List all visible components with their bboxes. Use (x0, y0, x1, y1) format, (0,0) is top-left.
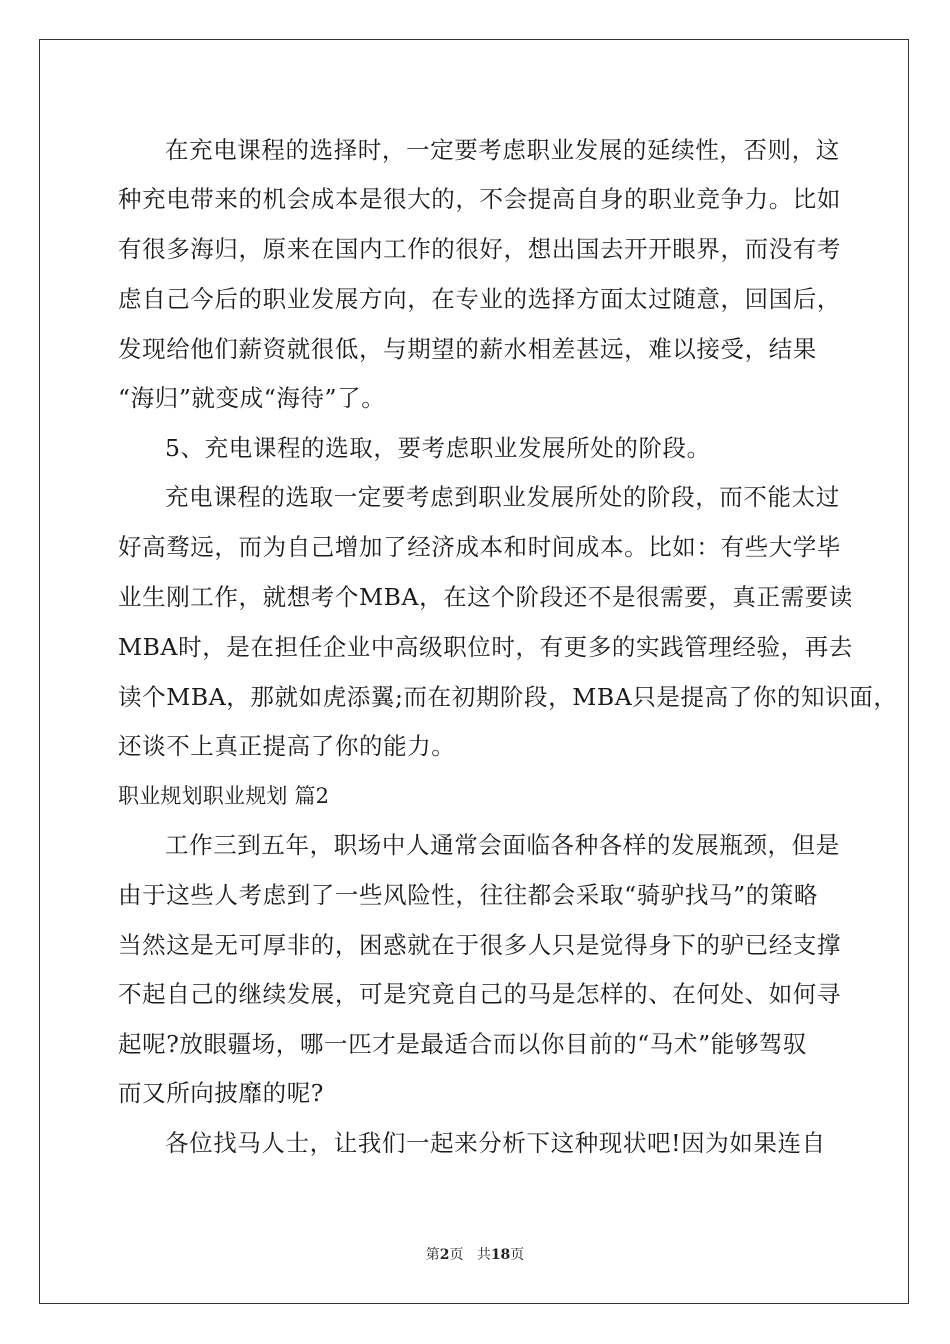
text-line: 不起自己的继续发展，可是究竟自己的马是怎样的、在何处、如何寻 (118, 980, 841, 1008)
text-line: 各位找马人士，让我们一起来分析下这种现状吧!因为如果连自 (165, 1129, 826, 1157)
text-line: 起呢?放眼疆场，哪一匹才是最适合而以你目前的“马术”能够驾驭 (118, 1030, 808, 1058)
page-label-prefix: 第 (425, 1247, 440, 1263)
page-footer (0, 1245, 950, 1265)
current-page-number: 2 (439, 1247, 450, 1263)
text-line: 由于这些人考虑到了一些风险性，往往都会采取“骑驴找马”的策略 (118, 881, 819, 909)
text-line: 种充电带来的机会成本是很大的，不会提高自身的职业竞争力。比如 (118, 185, 841, 213)
text-line: 有很多海归，原来在国内工作的很好，想出国去开开眼界，而没有考 (118, 235, 841, 263)
text-line: 读个MBA，那就如虎添翼;而在初期阶段，MBA只是提高了你的知识面， (118, 683, 898, 711)
text-line: 虑自己今后的职业发展方向，在专业的选择方面太过随意，回国后， (118, 285, 841, 313)
text-line: 还谈不上真正提高了你的能力。 (118, 732, 456, 760)
text-line: 而又所向披靡的呢? (118, 1079, 324, 1107)
text-line: “海归”就变成“海待”了。 (118, 384, 386, 412)
total-label-prefix: 共 (476, 1247, 491, 1263)
page-border (39, 39, 909, 1304)
text-line: 发现给他们薪资就很低，与期望的薪水相差甚远，难以接受，结果 (118, 335, 817, 363)
list-item-heading: 5、充电课程的选取，要考虑职业发展所处的阶段。 (165, 434, 711, 462)
text-line: 当然这是无可厚非的，困惑就在于很多人只是觉得身下的驴已经支撑 (118, 931, 841, 959)
page-label-suffix: 页 (449, 1247, 464, 1263)
text-line: 工作三到五年，职场中人通常会面临各种各样的发展瓶颈，但是 (165, 831, 840, 859)
text-line: 业生刚工作，就想考个MBA，在这个阶段还不是很需要，真正需要读 (118, 583, 853, 611)
total-label-suffix: 页 (510, 1247, 525, 1263)
total-pages-number: 18 (490, 1247, 511, 1263)
text-line: 在充电课程的选择时，一定要考虑职业发展的延续性，否则，这 (165, 136, 840, 164)
text-line: 好高骛远，而为自己增加了经济成本和时间成本。比如：有些大学毕 (118, 533, 841, 561)
text-line: 充电课程的选取一定要考虑到职业发展所处的阶段，而不能太过 (165, 483, 840, 511)
text-line: MBA时，是在担任企业中高级职位时，有更多的实践管理经验，再去 (118, 633, 853, 661)
section-heading: 职业规划职业规划 篇2 (118, 784, 330, 808)
